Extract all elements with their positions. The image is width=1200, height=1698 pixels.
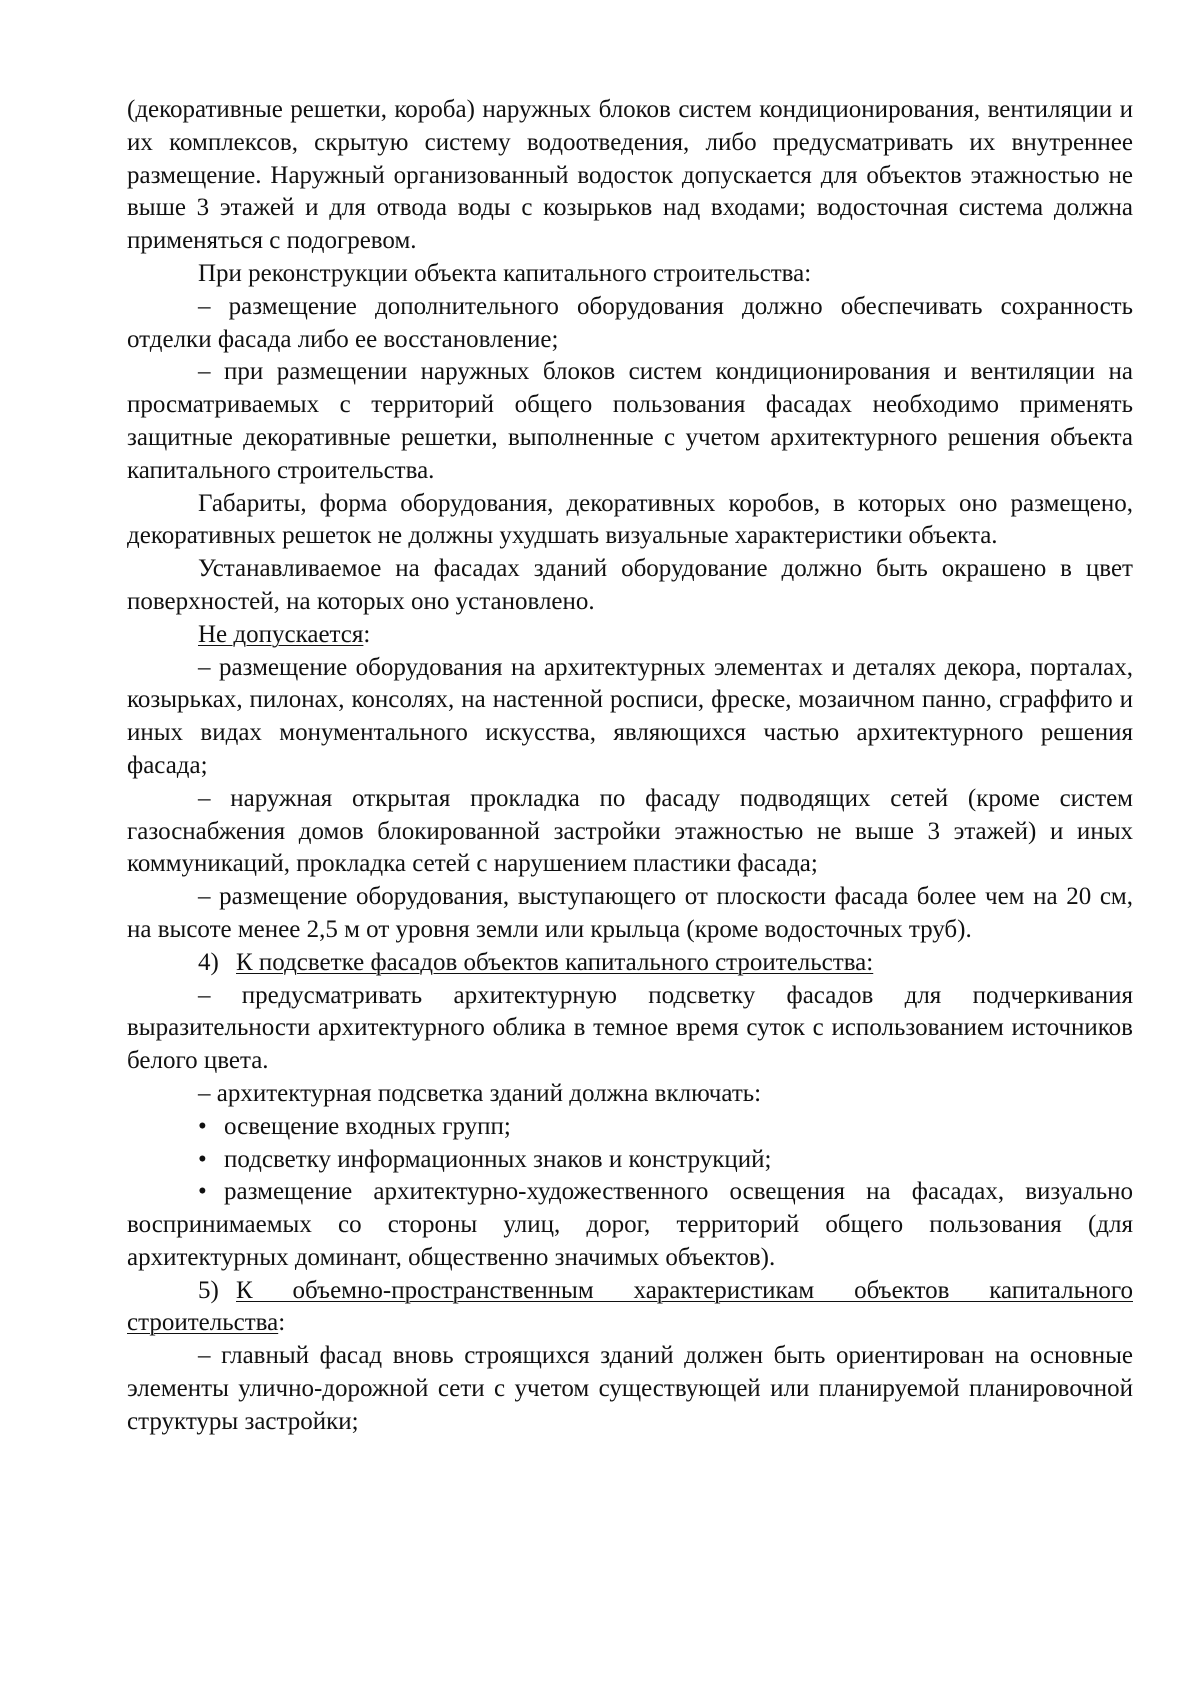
list-item-decorative-grilles: – при размещении наружных блоков систем кондиционирования и вентиляции на просматриваемых с территорий общего пользования фасадах необходимо применять защитные декоративные решетки, выполненные с учетом архитектурного решения объекта капитального строительства. — [127, 358, 1133, 484]
section-4-heading — [127, 947, 1133, 980]
bullet-text: размещение архитектурно-художественного освещения на фасадах, визуально воспринимаемых со стороны улиц, дорог, территорий общего пользования (для архитектурных доминант, общественно значимых объектов). — [127, 1178, 1133, 1271]
bullet-icon: • — [198, 1112, 207, 1140]
paragraph-reconstruction-heading: При реконструкции объекта капитального строительства: — [198, 259, 812, 287]
section-5-number: 5) — [198, 1276, 219, 1304]
not-allowed-colon: : — [363, 620, 371, 648]
list-item-additional-equipment: – размещение дополнительного оборудования должно обеспечивать сохранность отделки фасада либо ее восстановление; — [127, 292, 1133, 353]
list-item-architectural-elements: – размещение оборудования на архитектурных элементах и деталях декора, порталах, козырьках, пилонах, консолях, на настенной росписи, фреске, мозаичном панно, сграффито и иных видах монументального искусства, являющихся частью архитектурного решения фасада; — [127, 653, 1133, 779]
paragraph-facade-equipment: (декоративные решетки, короба) наружных блоков систем кондиционирования, вентиляции и их комплексов, скрытую систему водоотведения, либо предусматривать их внутреннее размещение. Наружный организованный водосток допускается для объектов этажностью не выше 3 этажей и для отвода воды с козырьков над входами; водосточная система должна применяться с подогревом. — [127, 96, 1133, 255]
bullet-text: освещение входных групп; — [224, 1112, 511, 1140]
bullet-item-artistic-lighting — [127, 1176, 1133, 1274]
bullet-icon: • — [198, 1178, 207, 1206]
bullet-icon: • — [198, 1145, 207, 1173]
section-5-heading — [127, 1275, 1133, 1341]
list-item-main-facade: – главный фасад вновь строящихся зданий должен быть ориентирован на основные элементы улично-дорожной сети с учетом существующей или планируемой планировочной структуры застройки; — [127, 1342, 1133, 1435]
list-item-open-networks: – наружная открытая прокладка по фасаду подводящих сетей (кроме систем газоснабжения домов блокированной застройки этажностью не выше 3 этажей) и иных коммуникаций, прокладка сетей с нарушением пластики фасада; — [127, 784, 1133, 878]
document-page — [127, 94, 1133, 1439]
not-allowed-label: Не допускается — [198, 620, 364, 648]
list-item-protruding-equipment: – размещение оборудования, выступающего от плоскости фасада более чем на 20 см, на высоте менее 2,5 м от уровня земли или крыльца (кроме водосточных труб). — [127, 883, 1133, 943]
paragraph-equipment-dimensions: Габариты, форма оборудования, декоративных коробов, в которых оно размещено, декоративных решеток не должны ухудшать визуальные характеристики объекта. — [127, 489, 1133, 550]
bullet-item-entrance-lighting — [127, 1111, 1133, 1144]
paragraph-equipment-color: Устанавливаемое на фасадах зданий оборудование должно быть окрашено в цвет поверхностей, на которых оно установлено. — [127, 555, 1133, 615]
section-5-title: К объемно-пространственным характеристикам объектов капитального строительства — [127, 1276, 1133, 1337]
section-4-number: 4) — [198, 948, 219, 976]
list-item-architectural-lighting: – предусматривать архитектурную подсветку фасадов для подчеркивания выразительности архитектурного облика в темное время суток с использованием источников белого цвета. — [127, 981, 1133, 1075]
section-5-colon: : — [278, 1309, 286, 1337]
bullet-text: подсветку информационных знаков и конструкций; — [224, 1145, 772, 1173]
paragraph-not-allowed-heading — [127, 619, 1133, 652]
bullet-item-sign-lighting — [127, 1144, 1133, 1177]
section-4-title: К подсветке фасадов объектов капитального строительства: — [236, 948, 874, 976]
list-item-lighting-includes: – архитектурная подсветка зданий должна включать: — [198, 1079, 762, 1107]
